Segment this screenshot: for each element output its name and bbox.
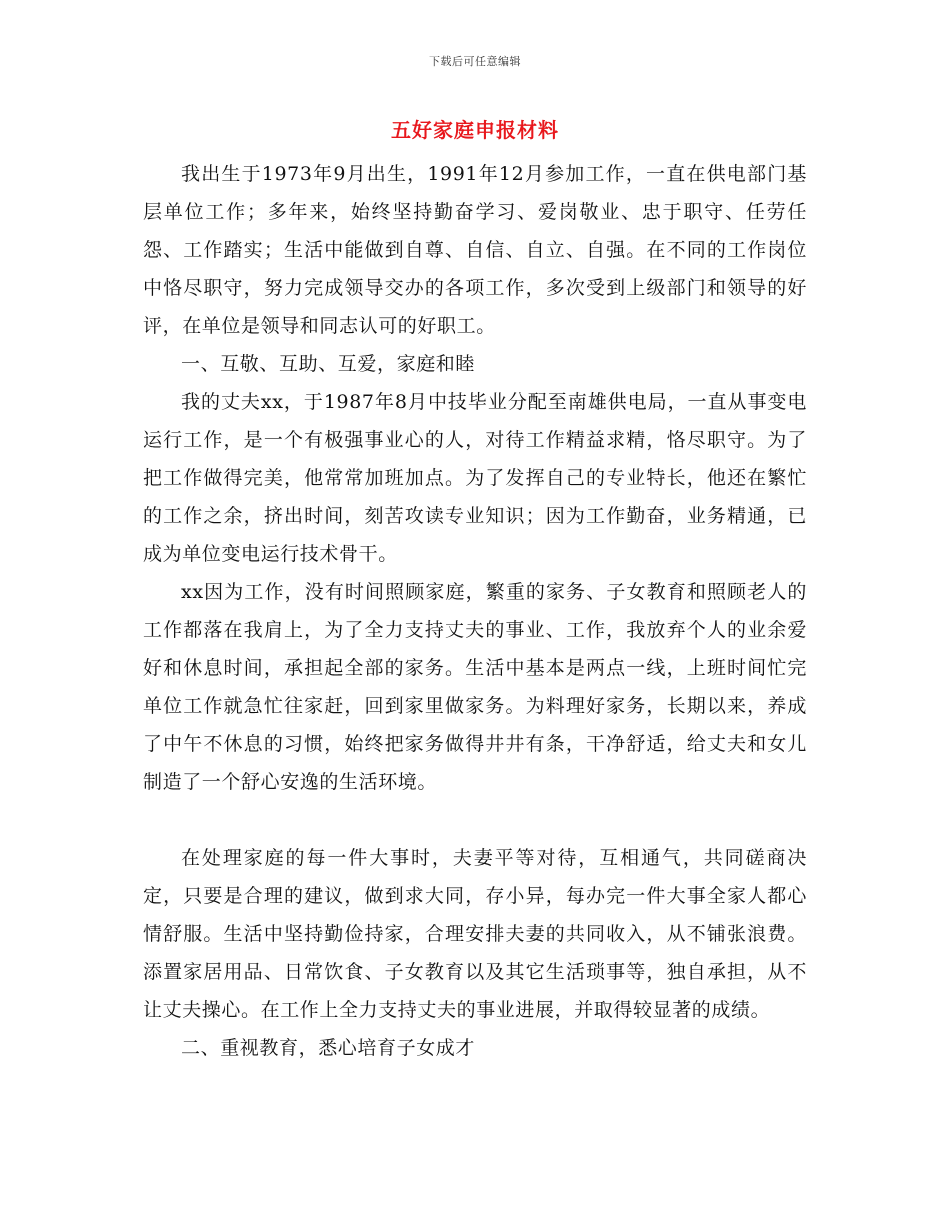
document-body [143,155,807,1067]
paragraph-household: xx因为工作，没有时间照顾家庭，繁重的家务、子女教育和照顾老人的工作都落在我肩上，为了全力支持丈夫的事业、工作，我放弃个人的业余爱好和休息时间，承担起全部的家务。生活中基本是两点一线，上班时间忙完单位工作就急忙往家赶，回到家里做家务。为料理好家务，长期以来，养成了中午不休息的习惯，始终把家务做得井井有条，干净舒适，给丈夫和女儿制造了一个舒心安逸的生活环境。 [143,581,807,793]
paragraph-intro: 我出生于1973年9月出生，1991年12月参加工作，一直在供电部门基层单位工作；多年来，始终坚持勤奋学习、爱岗敬业、忠于职守、任劳任怨、工作踏实；生活中能做到自尊、自信、自立、自强。在不同的工作岗位中恪尽职守，努力完成领导交办的各项工作，多次受到上级部门和领导的好评，在单位是领导和同志认可的好职工。 [143,163,807,337]
section-heading-2: 二、重视教育，悉心培育子女成才 [181,1037,476,1059]
paragraph-family-decisions: 在处理家庭的每一件大事时，夫妻平等对待，互相通气，共同磋商决定，只要是合理的建议，做到求大同，存小异，每办完一件大事全家人都心情舒服。生活中坚持勤俭持家，合理安排夫妻的共同收入，从不铺张浪费。添置家居用品、日常饮食、子女教育以及其它生活琐事等，独自承担，从不让丈夫操心。在工作上全力支持丈夫的事业进展，并取得较显著的成绩。 [143,847,807,1021]
document-title: 五好家庭申报材料 [391,118,559,142]
section-heading-1: 一、互敬、互助、互爱，家庭和睦 [181,353,476,375]
paragraph-husband: 我的丈夫xx，于1987年8月中技毕业分配至南雄供电局，一直从事变电运行工作，是一个有极强事业心的人，对待工作精益求精，恪尽职守。为了把工作做得完美，他常常加班加点。为了发挥自己的专业特长，他还在繁忙的工作之余，挤出时间，刻苦攻读专业知识；因为工作勤奋，业务精通，已成为单位变电运行技术骨干。 [143,391,807,565]
header-note: 下载后可任意编辑 [429,55,521,68]
